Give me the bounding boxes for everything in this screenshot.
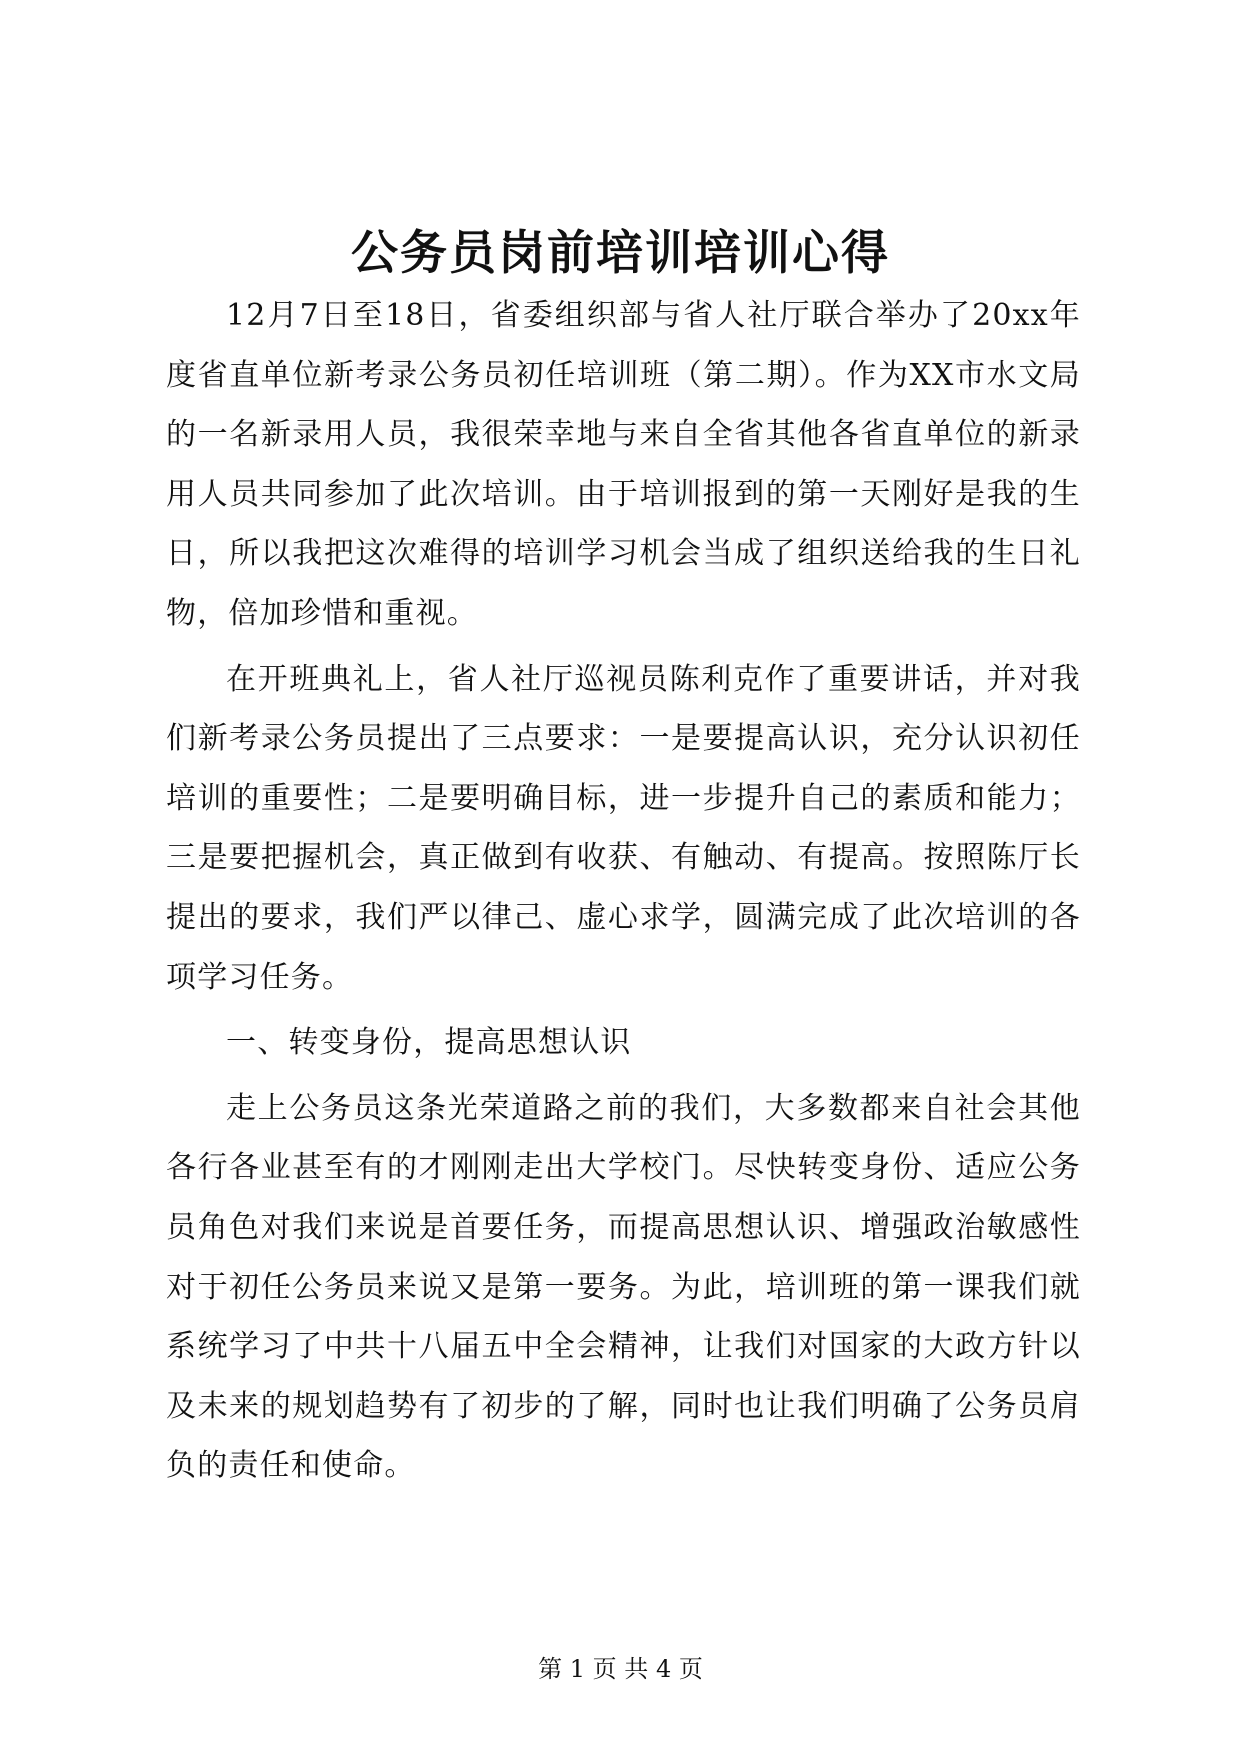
paragraph-3: 走上公务员这条光荣道路之前的我们，大多数都来自社会其他各行各业甚至有的才刚刚走出大学校门。尽快转变身份、适应公务员角色对我们来说是首要任务，而提高思想认识、增强政治敏感性对于初任公务员来说又是第一要务。为此，培训班的第一课我们就系统学习了中共十八届五中全会精神，让我们对国家的大政方针以及未来的规划趋势有了初步的了解，同时也让我们明确了公务员肩负的责任和使命。 <box>166 1090 1081 1484</box>
paragraph-2: 在开班典礼上，省人社厅巡视员陈利克作了重要讲话，并对我们新考录公务员提出了三点要求：一是要提高认识，充分认识初任培训的重要性；二是要明确目标，进一步提升自己的素质和能力；三是要把握机会，真正做到有收获、有触动、有提高。按照陈厅长提出的要求，我们严以律己、虚心求学，圆满完成了此次培训的各项学习任务。 <box>166 661 1081 995</box>
document-body <box>166 286 1081 1496</box>
document-title: 公务员岗前培训培训心得 <box>351 226 890 281</box>
paragraph-1: 12月7日至18日，省委组织部与省人社厅联合举办了20xx年度省直单位新考录公务员初任培训班（第二期）。作为XX市水文局的一名新录用人员，我很荣幸地与来自全省其他各省直单位的新录用人员共同参加了此次培训。由于培训报到的第一天刚好是我的生日，所以我把这次难得的培训学习机会当成了组织送给我的生日礼物，倍加珍惜和重视。 <box>166 298 1081 631</box>
page-number-footer: 第 1 页 共 4 页 <box>538 1655 703 1683</box>
section-heading-1: 一、转变身份，提高思想认识 <box>226 1025 632 1061</box>
